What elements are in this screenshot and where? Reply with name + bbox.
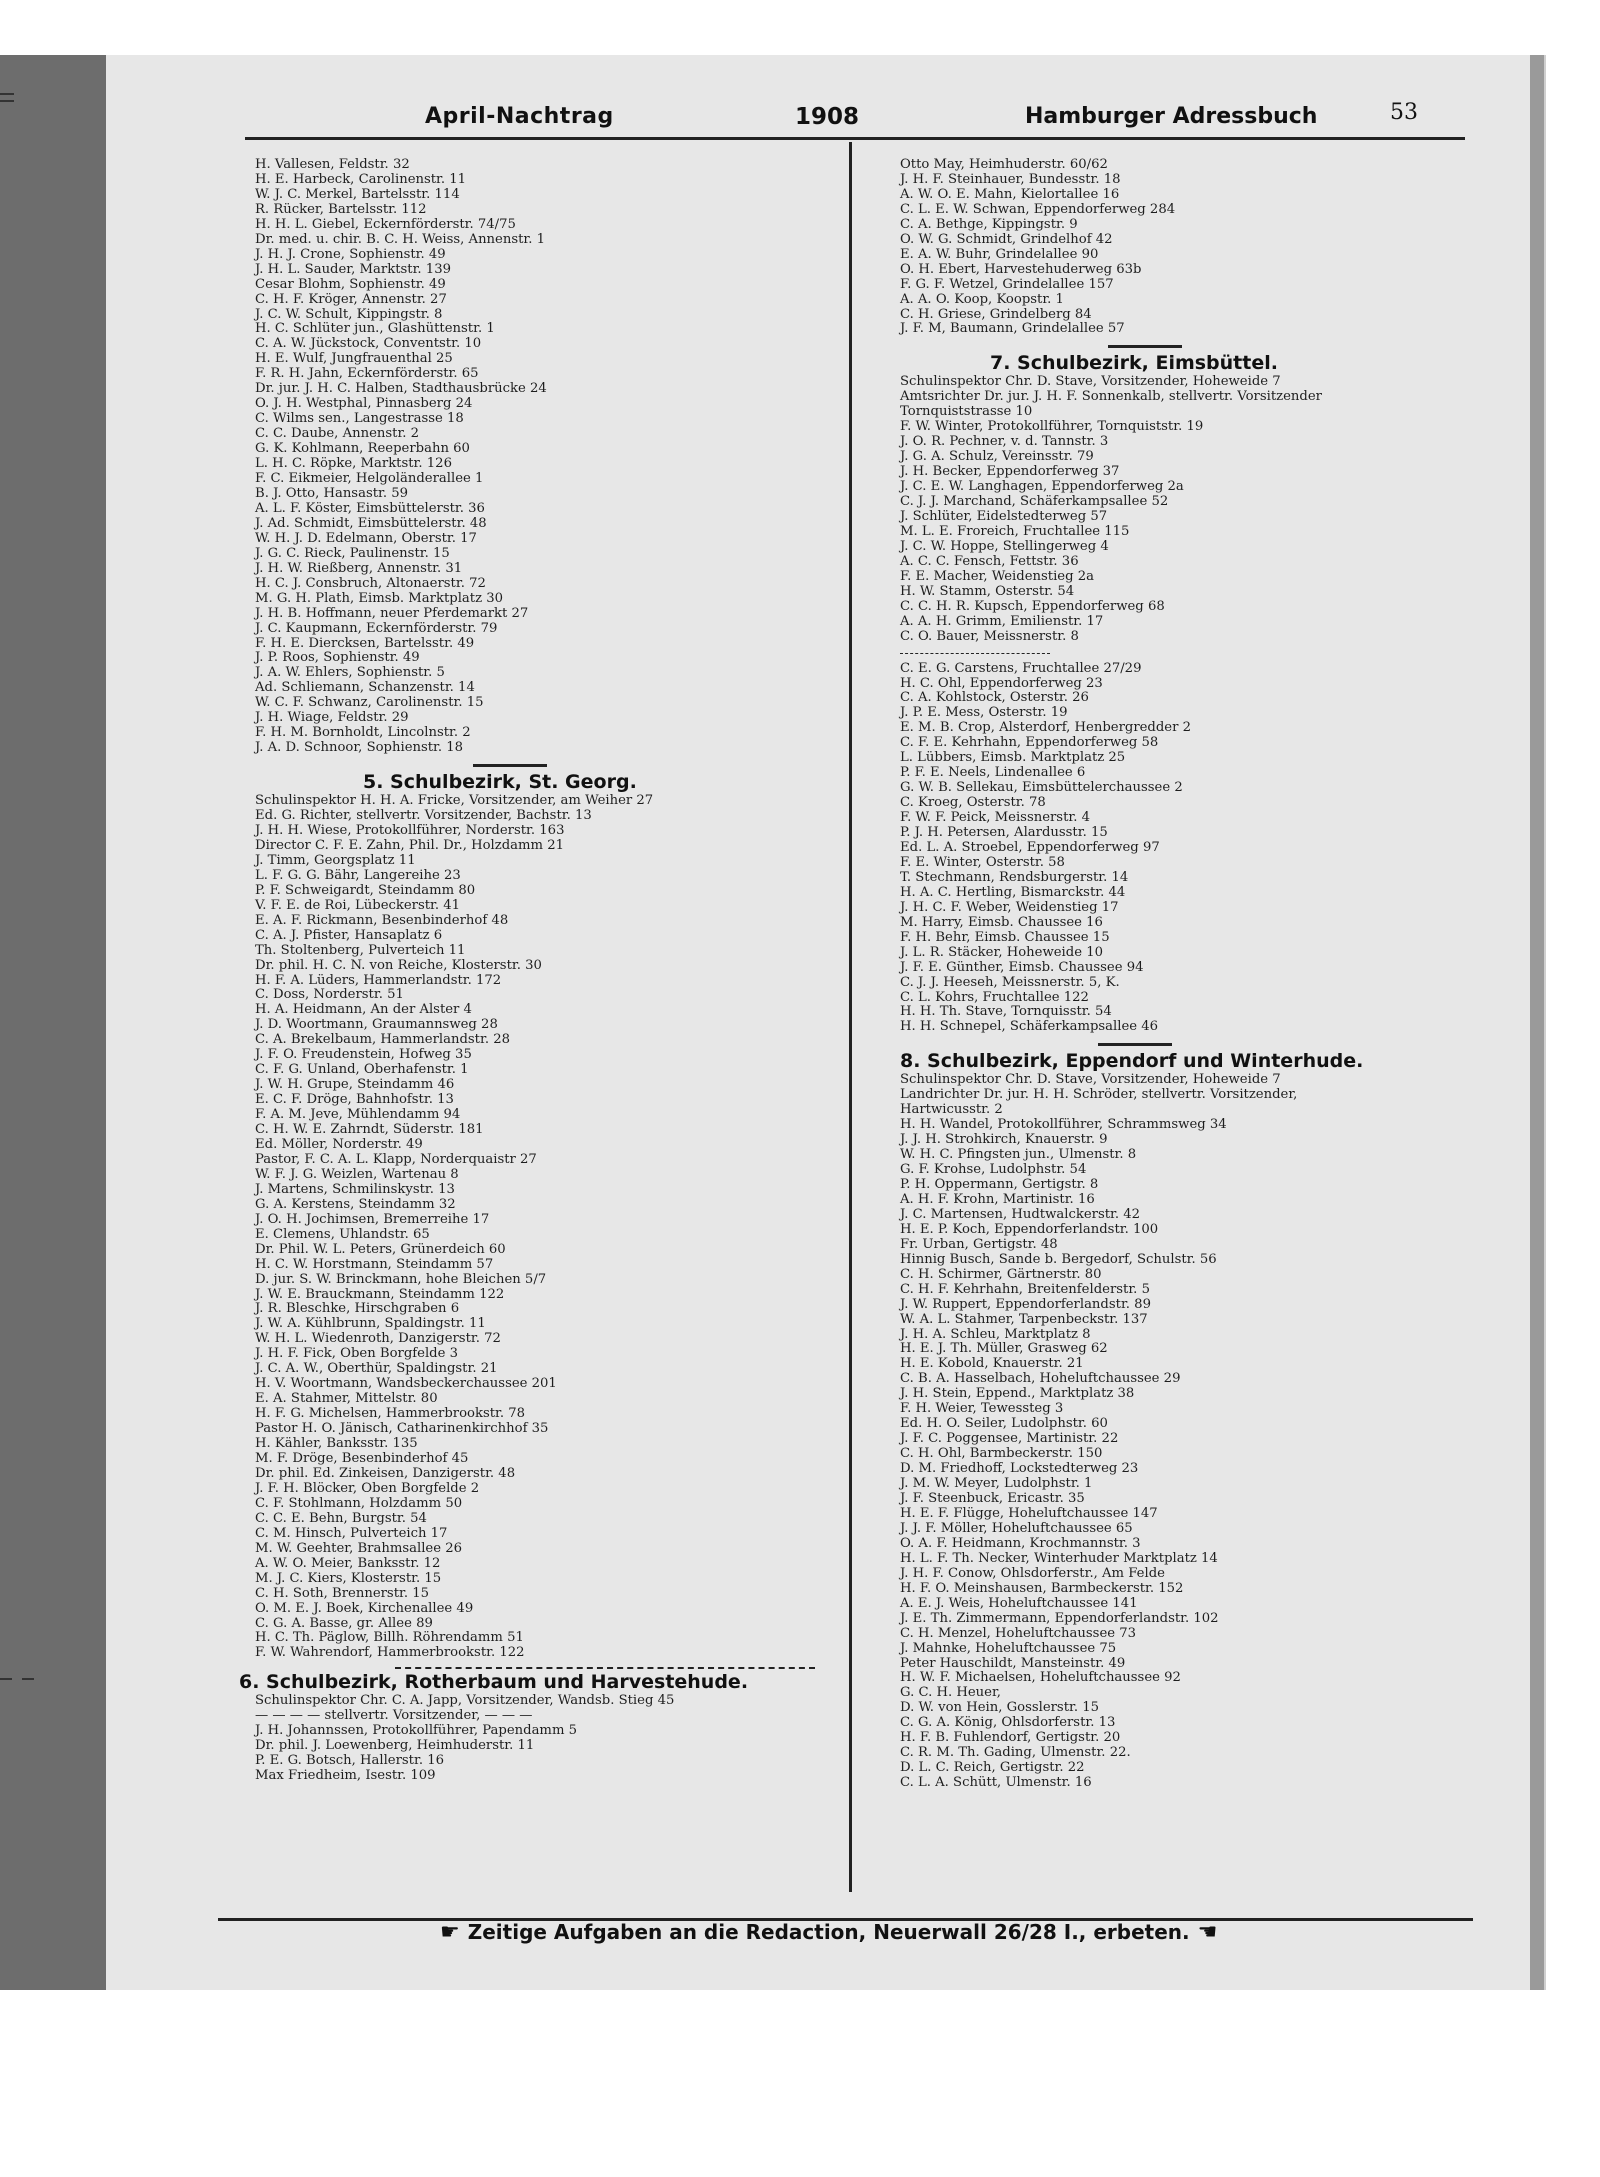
list-item: V. F. E. de Roi, Lübeckerstr. 41 — [255, 897, 461, 913]
list-item: D. jur. S. W. Brinckmann, hohe Bleichen 5/7 — [255, 1271, 547, 1287]
list-item: H. H. L. Giebel, Eckernförderstr. 74/75 — [255, 216, 516, 232]
list-item: J. F. H. Blöcker, Oben Borgfelde 2 — [255, 1480, 480, 1496]
list-item: C. J. J. Heeseh, Meissnerstr. 5, K. — [900, 974, 1120, 990]
list-item: A. H. F. Krohn, Martinistr. 16 — [900, 1191, 1095, 1207]
list-item: H. W. Stamm, Osterstr. 54 — [900, 583, 1075, 599]
section-dashed-divider — [395, 1667, 815, 1669]
list-item: A. W. O. E. Mahn, Kielortallee 16 — [900, 186, 1120, 202]
list-item: Cesar Blohm, Sophienstr. 49 — [255, 276, 446, 292]
list-item: L. Lübbers, Eimsb. Marktplatz 25 — [900, 750, 1126, 766]
list-item: O. W. G. Schmidt, Grindelhof 42 — [900, 231, 1113, 247]
list-item: Pastor H. O. Jänisch, Catharinenkirchhof 35 — [255, 1421, 549, 1437]
list-item: C. L. A. Schütt, Ulmenstr. 16 — [900, 1775, 1092, 1791]
list-item: Hinnig Busch, Sande b. Bergedorf, Schulstr. 56 — [900, 1251, 1217, 1267]
list-item: J. H. F. Fick, Oben Borgfelde 3 — [255, 1346, 458, 1362]
list-item: H. E. F. Flügge, Hoheluftchaussee 147 — [900, 1505, 1158, 1521]
list-item: J. H. Johannssen, Protokollführer, Papendamm 5 — [255, 1723, 578, 1739]
list-item: W. C. F. Schwanz, Carolinenstr. 15 — [255, 695, 484, 711]
list-item: F. A. M. Jeve, Mühlendamm 94 — [255, 1107, 461, 1123]
list-item: E. A. W. Buhr, Grindelallee 90 — [900, 246, 1099, 262]
list-item: J. C. E. W. Langhagen, Eppendorferweg 2a — [900, 479, 1184, 495]
list-item: C. A. Kohlstock, Osterstr. 26 — [900, 690, 1089, 706]
list-item: H. E. Harbeck, Carolinenstr. 11 — [255, 171, 467, 187]
list-item: C. G. A. König, Ohlsdorferstr. 13 — [900, 1715, 1116, 1731]
list-item: F. R. H. Jahn, Eckernförderstr. 65 — [255, 366, 479, 382]
list-item: J. H. Becker, Eppendorferweg 37 — [900, 464, 1120, 480]
list-item: C. L. E. W. Schwan, Eppendorferweg 284 — [900, 201, 1176, 217]
list-item: J. H. W. Rießberg, Annenstr. 31 — [255, 560, 463, 576]
list-item: Amtsrichter Dr. jur. J. H. F. Sonnenkalb, stellvertr. Vorsitzender — [900, 389, 1322, 405]
section-dashed-divider — [900, 653, 1050, 654]
list-item: C. A. Bethge, Kippingstr. 9 — [900, 216, 1078, 232]
list-item: Dr. med. u. chir. B. C. H. Weiss, Annenstr. 1 — [255, 231, 546, 247]
list-item: Dr. phil. H. C. N. von Reiche, Klosterstr. 30 — [255, 957, 542, 973]
right-column — [900, 158, 1440, 1791]
list-item: C. L. Kohrs, Fruchtallee 122 — [900, 989, 1089, 1005]
list-item: Ed. L. A. Stroebel, Eppendorferweg 97 — [900, 839, 1160, 855]
list-item: C. F. Stohlmann, Holzdamm 50 — [255, 1495, 463, 1511]
list-item: E. Clemens, Uhlandstr. 65 — [255, 1226, 430, 1242]
list-item: H. C. Schlüter jun., Glashüttenstr. 1 — [255, 321, 495, 337]
list-item: F. C. Eikmeier, Helgoländerallee 1 — [255, 471, 484, 487]
list-item: P. F. Schweigardt, Steindamm 80 — [255, 882, 476, 898]
list-item: A. L. F. Köster, Eimsbüttelerstr. 36 — [255, 500, 485, 516]
list-item: J. H. H. Wiese, Protokollführer, Norderstr. 163 — [255, 822, 565, 838]
list-item: H. W. F. Michaelsen, Hoheluftchaussee 92 — [900, 1670, 1181, 1686]
list-item: J. W. Ruppert, Eppendorferlandstr. 89 — [900, 1296, 1151, 1312]
list-item: C. H. Ohl, Barmbeckerstr. 150 — [900, 1446, 1103, 1462]
list-item: J. H. C. F. Weber, Weidenstieg 17 — [900, 899, 1119, 915]
list-item: Ed. Möller, Norderstr. 49 — [255, 1137, 423, 1152]
list-item: J. O. H. Jochimsen, Bremerreihe 17 — [255, 1211, 490, 1227]
page-edge-shadow — [1530, 55, 1544, 1990]
list-item: J. H. J. Crone, Sophienstr. 49 — [255, 246, 446, 262]
list-item: M. G. H. Plath, Eimsb. Marktplatz 30 — [255, 590, 503, 606]
list-item: G. A. Kerstens, Steindamm 32 — [255, 1196, 456, 1212]
list-item: M. J. C. Kiers, Klosterstr. 15 — [255, 1570, 442, 1586]
list-item: J. J. F. Möller, Hoheluftchaussee 65 — [900, 1520, 1133, 1536]
list-item: E. A. Stahmer, Mittelstr. 80 — [255, 1391, 438, 1407]
edge-mark-mid-2 — [22, 1678, 34, 1680]
list-item: Ed. G. Richter, stellvertr. Vorsitzender, Bachstr. 13 — [255, 808, 592, 824]
list-item: J. G. C. Rieck, Paulinenstr. 15 — [255, 545, 450, 561]
list-item: W. H. L. Wiedenroth, Danzigerstr. 72 — [255, 1331, 501, 1347]
list-item: J. G. A. Schulz, Vereinsstr. 79 — [900, 449, 1094, 465]
list-item: Dr. phil. Ed. Zinkeisen, Danzigerstr. 48 — [255, 1465, 516, 1481]
list-item: C. Wilms sen., Langestrasse 18 — [255, 411, 464, 427]
section-divider — [1098, 1043, 1172, 1046]
list-item: J. F. M, Baumann, Grindelallee 57 — [900, 321, 1125, 337]
list-item: J. A. D. Schnoor, Sophienstr. 18 — [255, 740, 464, 756]
list-item: D. M. Friedhoff, Lockstedterweg 23 — [900, 1461, 1139, 1477]
list-item: J. O. R. Pechner, v. d. Tannstr. 3 — [900, 434, 1109, 450]
list-item: H. C. J. Consbruch, Altonaerstr. 72 — [255, 575, 486, 591]
list-item: F. W. Winter, Protokollführer, Tornquiststr. 19 — [900, 419, 1204, 435]
list-item: C. R. M. Th. Gading, Ulmenstr. 22. — [900, 1745, 1131, 1761]
list-item: H. F. G. Michelsen, Hammerbrookstr. 78 — [255, 1406, 526, 1422]
list-item: Dr. Phil. W. L. Peters, Grünerdeich 60 — [255, 1241, 506, 1257]
list-item: J. Ad. Schmidt, Eimsbüttelerstr. 48 — [255, 515, 487, 531]
footer-text: Zeitige Aufgaben an die Redaction, Neuerwall 26/28 I., erbeten. — [467, 1920, 1190, 1944]
list-item: H. C. Th. Päglow, Billh. Röhrendamm 51 — [255, 1630, 524, 1646]
list-item: H. E. Kobold, Knauerstr. 21 — [900, 1356, 1084, 1372]
list-item: F. W. Wahrendorf, Hammerbrookstr. 122 — [255, 1645, 525, 1661]
section-8-heading: 8. Schulbezirk, Eppendorf und Winterhude. — [900, 1050, 1364, 1073]
list-item: Ed. H. O. Seiler, Ludolphstr. 60 — [900, 1416, 1108, 1432]
list-item: F. E. Winter, Osterstr. 58 — [900, 854, 1065, 870]
footer-notice — [432, 1920, 1225, 1945]
list-item: C. G. A. Basse, gr. Allee 89 — [255, 1615, 433, 1631]
list-item: C. J. J. Marchand, Schäferkampsallee 52 — [900, 494, 1169, 510]
header-right-title: Hamburger Adressbuch — [1025, 104, 1318, 129]
list-item: Schulinspektor H. H. A. Fricke, Vorsitzender, am Weiher 27 — [255, 793, 654, 809]
list-item: C. F. G. Unland, Oberhafenstr. 1 — [255, 1062, 469, 1078]
edge-mark-top-1 — [0, 93, 14, 95]
list-item: J. H. F. Steinhauer, Bundesstr. 18 — [900, 171, 1121, 187]
list-item: Director C. F. E. Zahn, Phil. Dr., Holzdamm 21 — [255, 837, 564, 853]
list-item: M. L. E. Froreich, Fruchtallee 115 — [900, 523, 1130, 539]
list-item: J. M. W. Meyer, Ludolphstr. 1 — [900, 1476, 1093, 1492]
list-item: Dr. phil. J. Loewenberg, Heimhuderstr. 11 — [255, 1738, 535, 1754]
list-item: E. M. B. Crop, Alsterdorf, Henbergredder 2 — [900, 720, 1192, 736]
list-item: J. C. A. W., Oberthür, Spaldingstr. 21 — [255, 1361, 498, 1377]
list-item: H. E. Wulf, Jungfrauenthal 25 — [255, 351, 453, 367]
column-separator — [849, 142, 852, 1892]
list-item: A. W. O. Meier, Banksstr. 12 — [255, 1555, 441, 1571]
list-item: C. H. F. Kehrhahn, Breitenfelderstr. 5 — [900, 1281, 1150, 1297]
list-item: C. E. G. Carstens, Fruchtallee 27/29 — [900, 660, 1142, 676]
list-item: J. Schlüter, Eidelstedterweg 57 — [900, 508, 1108, 524]
list-item: W. A. L. Stahmer, Tarpenbeckstr. 137 — [900, 1311, 1148, 1327]
list-item: Th. Stoltenberg, Pulverteich 11 — [255, 942, 466, 958]
list-item: J. L. R. Stäcker, Hoheweide 10 — [900, 944, 1103, 960]
list-item: C. C. E. Behn, Burgstr. 54 — [255, 1510, 427, 1526]
list-item: L. F. G. G. Bähr, Langereihe 23 — [255, 867, 461, 883]
list-item: W. H. C. Pfingsten jun., Ulmenstr. 8 — [900, 1147, 1137, 1163]
edge-mark-mid-1 — [0, 1678, 12, 1680]
list-item: Schulinspektor Chr. D. Stave, Vorsitzender, Hoheweide 7 — [900, 374, 1281, 390]
list-item: M. Harry, Eimsb. Chaussee 16 — [900, 914, 1103, 930]
list-item: Schulinspektor Chr. D. Stave, Vorsitzender, Hoheweide 7 — [900, 1072, 1281, 1088]
list-item: C. Doss, Norderstr. 51 — [255, 987, 404, 1003]
list-item: H. A. Heidmann, An der Alster 4 — [255, 1002, 472, 1018]
list-item: H. A. C. Hertling, Bismarckstr. 44 — [900, 884, 1126, 900]
list-item: J. P. E. Mess, Osterstr. 19 — [900, 705, 1068, 721]
list-item: J. F. Steenbuck, Ericastr. 35 — [900, 1491, 1085, 1507]
header-left-title: April-Nachtrag — [425, 104, 614, 129]
left-top-list — [255, 158, 835, 756]
list-item: C. C. Daube, Annenstr. 2 — [255, 426, 420, 442]
list-item: Landrichter Dr. jur. H. H. Schröder, stellvertr. Vorsitzender, — [900, 1087, 1298, 1103]
list-item: J. W. A. Kühlbrunn, Spaldingstr. 11 — [255, 1316, 486, 1332]
list-item: J. H. Wiage, Feldstr. 29 — [255, 710, 409, 726]
list-item: P. J. H. Petersen, Alardusstr. 15 — [900, 825, 1108, 841]
list-item: H. H. Schnepel, Schäferkampsallee 46 — [900, 1019, 1159, 1035]
list-item: F. H. E. Diercksen, Bartelsstr. 49 — [255, 635, 475, 651]
list-item: G. K. Kohlmann, Reeperbahn 60 — [255, 441, 470, 457]
list-item: H. V. Woortmann, Wandsbeckerchaussee 201 — [255, 1376, 557, 1392]
list-item: J. F. C. Poggensee, Martinistr. 22 — [900, 1431, 1119, 1447]
list-item: A. E. J. Weis, Hoheluftchaussee 141 — [900, 1595, 1138, 1611]
list-item: Fr. Urban, Gertigstr. 48 — [900, 1236, 1058, 1252]
list-item: H. C. Ohl, Eppendorferweg 23 — [900, 675, 1103, 691]
list-item: A. A. O. Koop, Koopstr. 1 — [900, 291, 1064, 307]
list-item: M. W. Geehter, Brahmsallee 26 — [255, 1540, 462, 1556]
list-item: Otto May, Heimhuderstr. 60/62 — [900, 157, 1108, 172]
list-item: J. H. Stein, Eppend., Marktplatz 38 — [900, 1386, 1135, 1402]
list-item: P. H. Oppermann, Gertigstr. 8 — [900, 1177, 1099, 1192]
list-item: Pastor, F. C. A. L. Klapp, Norderquaistr 27 — [255, 1151, 537, 1167]
list-item: C. A. J. Pfister, Hansaplatz 6 — [255, 927, 443, 943]
list-item: J. W. E. Brauckmann, Steindamm 122 — [255, 1286, 505, 1302]
list-item: C. B. A. Hasselbach, Hoheluftchaussee 29 — [900, 1371, 1181, 1387]
list-item: J. F. E. Günther, Eimsb. Chaussee 94 — [900, 959, 1144, 975]
list-item: J. C. W. Schult, Kippingstr. 8 — [255, 306, 443, 322]
list-item: Max Friedheim, Isestr. 109 — [255, 1768, 436, 1784]
list-item: H. H. Th. Stave, Tornquisstr. 54 — [900, 1004, 1112, 1020]
list-item: J. Timm, Georgsplatz 11 — [255, 852, 416, 868]
list-item: C. A. Brekelbaum, Hammerlandstr. 28 — [255, 1032, 510, 1048]
list-item: C. H. W. E. Zahrndt, Süderstr. 181 — [255, 1122, 484, 1138]
list-item: C. H. Soth, Brennerstr. 15 — [255, 1585, 430, 1601]
section-5-list — [255, 794, 835, 1661]
page-header — [240, 100, 1485, 140]
list-item: P. F. E. Neels, Lindenallee 6 — [900, 765, 1086, 781]
list-item: M. F. Dröge, Besenbinderhof 45 — [255, 1451, 469, 1467]
list-item: L. H. C. Röpke, Marktstr. 126 — [255, 456, 452, 472]
list-item: J. D. Woortmann, Graumannsweg 28 — [255, 1017, 498, 1033]
list-item: H. Kähler, Banksstr. 135 — [255, 1436, 418, 1452]
list-item: G. W. B. Sellekau, Eimsbüttelerchaussee 2 — [900, 780, 1183, 796]
left-column — [239, 157, 835, 1784]
edge-mark-top-2 — [0, 100, 14, 102]
list-item: C. H. F. Kröger, Annenstr. 27 — [255, 291, 447, 307]
list-item: B. J. Otto, Hansastr. 59 — [255, 485, 409, 501]
list-item: J. Mahnke, Hoheluftchaussee 75 — [900, 1640, 1117, 1656]
list-item: H. E. J. Th. Müller, Grasweg 62 — [900, 1341, 1108, 1357]
list-item: Schulinspektor Chr. C. A. Japp, Vorsitzender, Wandsb. Stieg 45 — [255, 1693, 675, 1709]
list-item: O. M. E. J. Boek, Kirchenallee 49 — [255, 1600, 474, 1616]
list-item: J. P. Roos, Sophienstr. 49 — [255, 650, 420, 666]
list-item: C. C. H. R. Kupsch, Eppendorferweg 68 — [900, 598, 1165, 614]
list-item: Tornquiststrasse 10 — [900, 404, 1033, 420]
list-item: H. E. P. Koch, Eppendorferlandstr. 100 — [900, 1221, 1159, 1237]
list-item: F. E. Macher, Weidenstieg 2a — [900, 568, 1094, 584]
list-item: Hartwicusstr. 2 — [900, 1102, 1003, 1118]
section-7-heading: 7. Schulbezirk, Eimsbüttel. — [990, 352, 1278, 375]
scan-left-margin — [0, 55, 106, 1990]
list-item: J. F. O. Freudenstein, Hofweg 35 — [255, 1047, 472, 1063]
list-item: C. Kroeg, Osterstr. 78 — [900, 795, 1046, 811]
list-item: J. C. W. Hoppe, Stellingerweg 4 — [900, 538, 1109, 554]
list-item: C. H. Griese, Grindelberg 84 — [900, 306, 1092, 322]
list-item: J. A. W. Ehlers, Sophienstr. 5 — [255, 665, 445, 681]
list-item: W. H. J. D. Edelmann, Oberstr. 17 — [255, 530, 477, 546]
section-7-list-b — [900, 662, 1440, 1036]
list-item: W. J. C. Merkel, Bartelsstr. 114 — [255, 186, 460, 202]
pointing-hand-left-icon: ☚ — [1197, 1920, 1218, 1945]
list-item: H. C. W. Horstmann, Steindamm 57 — [255, 1256, 494, 1272]
section-divider — [1108, 345, 1182, 348]
list-item: F. H. M. Bornholdt, Lincolnstr. 2 — [255, 725, 471, 741]
list-item: Peter Hauschildt, Mansteinstr. 49 — [900, 1655, 1126, 1671]
list-item: J. C. Kaupmann, Eckernförderstr. 79 — [255, 620, 498, 636]
section-8-list — [900, 1073, 1440, 1791]
list-item: E. C. F. Dröge, Bahnhofstr. 13 — [255, 1092, 454, 1108]
list-item: J. H. F. Conow, Ohlsdorferstr., Am Felde — [900, 1565, 1165, 1581]
list-item: H. F. A. Lüders, Hammerlandstr. 172 — [255, 972, 502, 988]
list-item: J. Martens, Schmilinskystr. 13 — [255, 1181, 455, 1197]
list-item: C. M. Hinsch, Pulverteich 17 — [255, 1525, 448, 1541]
list-item: P. E. G. Botsch, Hallerstr. 16 — [255, 1753, 444, 1769]
list-item: — — — — stellvertr. Vorsitzender, — — — — [255, 1708, 533, 1724]
list-item: J. R. Bleschke, Hirschgraben 6 — [255, 1301, 460, 1317]
right-top-list — [900, 158, 1440, 337]
list-item: F. G. F. Wetzel, Grindelallee 157 — [900, 276, 1114, 292]
section-divider — [473, 764, 547, 767]
list-item: G. F. Krohse, Ludolphstr. 54 — [900, 1162, 1087, 1178]
list-item: G. C. H. Heuer, — [900, 1685, 1001, 1701]
list-item: Dr. jur. J. H. C. Halben, Stadthausbrücke 24 — [255, 381, 547, 397]
list-item: J. H. B. Hoffmann, neuer Pferdemarkt 27 — [255, 605, 529, 621]
list-item: C. F. E. Kehrhahn, Eppendorferweg 58 — [900, 735, 1159, 751]
list-item: W. F. J. G. Weizlen, Wartenau 8 — [255, 1166, 459, 1182]
list-item: C. A. W. Jückstock, Conventstr. 10 — [255, 336, 482, 352]
list-item: C. H. Menzel, Hoheluftchaussee 73 — [900, 1625, 1137, 1641]
list-item: R. Rücker, Bartelsstr. 112 — [255, 201, 427, 217]
list-item: O. H. Ebert, Harvestehuderweg 63b — [900, 261, 1142, 277]
list-item: H. H. Wandel, Protokollführer, Schrammsweg 34 — [900, 1117, 1227, 1133]
list-item: O. A. F. Heidmann, Krochmannstr. 3 — [900, 1535, 1141, 1551]
list-item: A. C. C. Fensch, Fettstr. 36 — [900, 553, 1079, 569]
list-item: F. H. Behr, Eimsb. Chaussee 15 — [900, 929, 1110, 945]
page-number: 53 — [1390, 100, 1418, 125]
list-item: T. Stechmann, Rendsburgerstr. 14 — [900, 869, 1129, 885]
list-item: C. O. Bauer, Meissnerstr. 8 — [900, 628, 1079, 644]
list-item: J. H. L. Sauder, Marktstr. 139 — [255, 261, 451, 277]
header-year: 1908 — [795, 104, 860, 130]
list-item: F. W. F. Peick, Meissnerstr. 4 — [900, 810, 1091, 826]
list-item: H. Vallesen, Feldstr. 32 — [255, 157, 410, 172]
section-7-list-a — [900, 375, 1440, 644]
section-5-heading: 5. Schulbezirk, St. Georg. — [363, 771, 637, 794]
list-item: D. W. von Hein, Gosslerstr. 15 — [900, 1700, 1100, 1716]
pointing-hand-right-icon: ☛ — [440, 1920, 460, 1945]
list-item: A. A. H. Grimm, Emilienstr. 17 — [900, 613, 1104, 629]
list-item: J. J. H. Strohkirch, Knauerstr. 9 — [900, 1132, 1108, 1148]
list-item: J. H. A. Schleu, Marktplatz 8 — [900, 1326, 1091, 1342]
section-6-list — [255, 1694, 835, 1784]
header-rule — [245, 137, 1465, 140]
list-item: E. A. F. Rickmann, Besenbinderhof 48 — [255, 912, 509, 928]
list-item: F. H. Weier, Tewessteg 3 — [900, 1401, 1064, 1417]
list-item: Ad. Schliemann, Schanzenstr. 14 — [255, 680, 475, 696]
list-item: H. L. F. Th. Necker, Winterhuder Marktplatz 14 — [900, 1550, 1218, 1566]
list-item: O. J. H. Westphal, Pinnasberg 24 — [255, 396, 473, 412]
section-6-heading: 6. Schulbezirk, Rotherbaum und Harvestehude. — [239, 1671, 749, 1694]
list-item: J. W. H. Grupe, Steindamm 46 — [255, 1077, 455, 1093]
list-item: H. F. B. Fuhlendorf, Gertigstr. 20 — [900, 1730, 1121, 1746]
list-item: J. C. Martensen, Hudtwalckerstr. 42 — [900, 1206, 1141, 1222]
list-item: H. F. O. Meinshausen, Barmbeckerstr. 152 — [900, 1580, 1184, 1596]
list-item: J. E. Th. Zimmermann, Eppendorferlandstr. 102 — [900, 1610, 1219, 1626]
list-item: D. L. C. Reich, Gertigstr. 22 — [900, 1760, 1085, 1776]
list-item: C. H. Schirmer, Gärtnerstr. 80 — [900, 1266, 1102, 1282]
